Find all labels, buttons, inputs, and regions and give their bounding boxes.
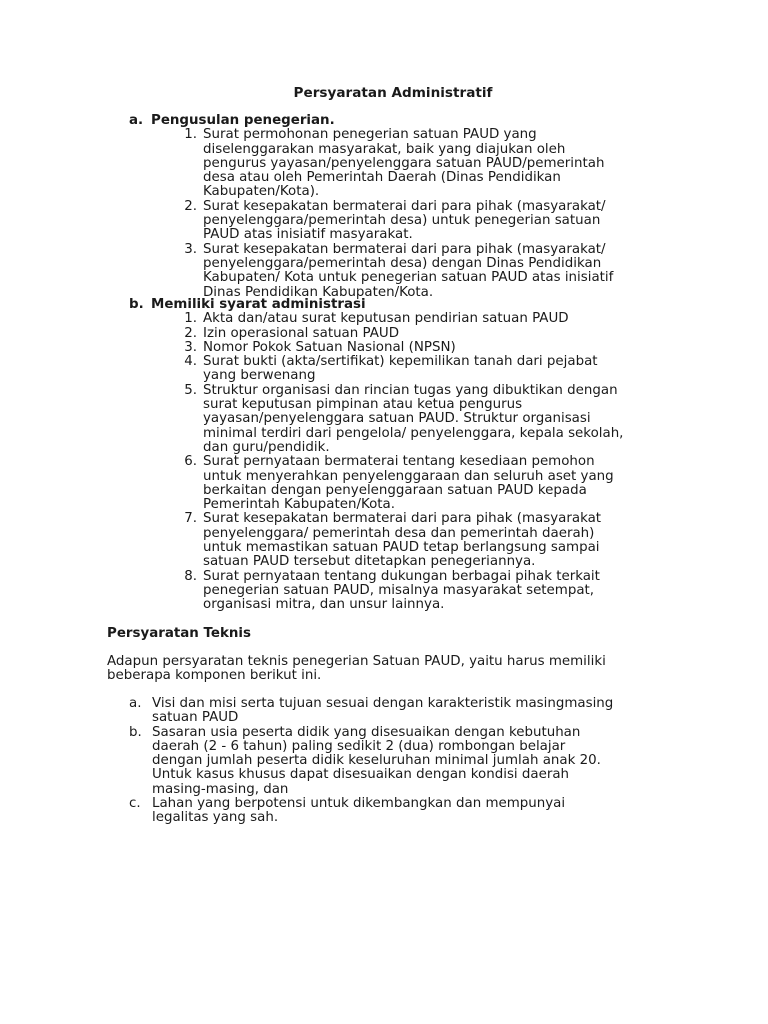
section-a-marker: a. xyxy=(129,113,144,128)
section-b-item-line: Nomor Pokok Satuan Nasional (NPSN) xyxy=(203,339,456,355)
teknis-intro-line: Adapun persyaratan teknis penegerian Satuan PAUD, yaitu harus memiliki xyxy=(107,654,606,669)
section-b-item-line: Struktur organisasi dan rincian tugas yang dibuktikan dengan xyxy=(203,382,618,398)
teknis-item-a xyxy=(129,697,689,726)
teknis-item-line: Untuk kasus khusus dapat disesuaikan dengan kondisi daerah xyxy=(152,767,570,783)
teknis-item-c xyxy=(129,797,689,826)
section-a-item-line: PAUD atas inisiatif masyarakat. xyxy=(203,227,413,243)
section-b-item-line: berkaitan dengan penyelenggaraan satuan PAUD kepada xyxy=(203,482,587,498)
teknis-item-marker: c. xyxy=(129,796,141,812)
section-a-item-line: desa atau oleh Pemerintah Daerah (Dinas Pendidikan xyxy=(203,170,561,186)
section-b-item-line: Akta dan/atau surat keputusan pendirian satuan PAUD xyxy=(203,311,569,327)
teknis-item-text xyxy=(152,726,672,797)
teknis-intro xyxy=(107,655,677,684)
teknis-item-b xyxy=(129,726,689,797)
section-b-item-line: Surat pernyataan bermaterai tentang kesediaan pemohon xyxy=(203,454,595,470)
section-a-item-number: 1. xyxy=(184,127,197,143)
section-b-item-text xyxy=(203,327,683,341)
section-a-item-1 xyxy=(173,128,689,199)
section-b-item-number: 4. xyxy=(184,354,197,370)
section-a-item-number: 2. xyxy=(184,198,197,214)
section-a-heading-text: Pengusulan penegerian. xyxy=(151,113,335,128)
section-a-item-line: penyelenggara/pemerintah desa) untuk penegerian satuan xyxy=(203,213,601,229)
teknis-item-line: daerah (2 - 6 tahun) paling sedikit 2 (dua) rombongan belajar xyxy=(152,738,566,754)
section-a-heading xyxy=(129,114,689,128)
section-b-item-line: satuan PAUD tersebut ditetapkan penegeriannya. xyxy=(203,554,536,570)
section-a-item-line: Kabupaten/Kota). xyxy=(203,184,320,200)
section-b-item-line: Izin operasional satuan PAUD xyxy=(203,325,400,341)
section-b-item-3 xyxy=(173,341,689,355)
section-b-item-number: 1. xyxy=(184,311,197,327)
teknis-item-line: legalitas yang sah. xyxy=(152,810,279,826)
section-a-item-line: Kabupaten/ Kota untuk penegerian satuan PAUD atas inisiatif xyxy=(203,270,614,286)
section-a-list xyxy=(129,128,689,300)
section-b-item-text xyxy=(203,341,683,355)
section-b-item-number: 3. xyxy=(184,339,197,355)
teknis-list xyxy=(129,697,689,826)
teknis-item-marker: b. xyxy=(129,724,142,740)
section-a-item-line: Surat permohonan penegerian satuan PAUD yang xyxy=(203,127,537,143)
section-a-item-number: 3. xyxy=(184,241,197,257)
section-a xyxy=(129,114,689,300)
document-title: Persyaratan Administratif xyxy=(293,85,493,101)
section-b-item-line: yayasan/penyelenggara satuan PAUD. Struktur organisasi xyxy=(203,411,591,427)
section-a-item-line: pengurus yayasan/penyelenggara satuan PAUD/pemerintah xyxy=(203,155,605,171)
section-b-item-5 xyxy=(173,384,689,455)
teknis-intro-line: beberapa komponen berikut ini. xyxy=(107,668,322,684)
section-b-item-line: untuk memastikan satuan PAUD tetap berlangsung sampai xyxy=(203,540,600,556)
teknis-item-text xyxy=(152,797,672,826)
section-b-item-4 xyxy=(173,355,689,384)
section-b xyxy=(129,298,689,613)
section-a-item-text xyxy=(203,200,683,243)
section-b-item-line: untuk menyerahkan penyelenggaraan dan seluruh aset yang xyxy=(203,468,614,484)
section-b-item-8 xyxy=(173,570,689,613)
section-a-item-line: diselenggarakan masyarakat, baik yang diajukan oleh xyxy=(203,141,566,157)
section-b-item-line: Surat bukti (akta/sertifikat) kepemilikan tanah dari pejabat xyxy=(203,354,598,370)
teknis-item-line: masing-masing, dan xyxy=(152,781,289,797)
teknis-item-line: satuan PAUD xyxy=(152,710,239,726)
section-b-item-text xyxy=(203,512,683,569)
section-b-heading-text: Memiliki syarat administrasi xyxy=(151,297,366,312)
teknis-item-line: Lahan yang berpotensi untuk dikembangkan dan mempunyai xyxy=(152,796,566,812)
section-a-item-2 xyxy=(173,200,689,243)
teknis-item-marker: a. xyxy=(129,696,142,711)
section-a-item-text xyxy=(203,128,683,199)
section-b-item-1 xyxy=(173,312,689,326)
section-b-item-2 xyxy=(173,327,689,341)
teknis-heading: Persyaratan Teknis xyxy=(107,626,251,641)
section-b-item-number: 5. xyxy=(184,382,197,398)
section-b-item-text xyxy=(203,384,683,455)
section-b-list xyxy=(129,312,689,612)
section-b-marker: b. xyxy=(129,297,144,312)
section-a-item-3 xyxy=(173,243,689,300)
section-b-item-6 xyxy=(173,455,689,512)
section-b-item-number: 7. xyxy=(184,511,197,527)
teknis-item-line: dengan jumlah peserta didik keseluruhan minimal jumlah anak 20. xyxy=(152,753,601,769)
section-b-item-number: 2. xyxy=(184,325,197,341)
teknis-item-line: Visi dan misi serta tujuan sesuai dengan karakteristik masingmasing xyxy=(152,696,614,711)
section-b-heading xyxy=(129,298,689,312)
section-b-item-line: Surat kesepakatan bermaterai dari para pihak (masyarakat xyxy=(203,511,602,527)
section-b-item-number: 8. xyxy=(184,568,197,584)
section-b-item-text xyxy=(203,355,683,384)
section-b-item-line: Pemerintah Kabupaten/Kota. xyxy=(203,497,395,513)
section-b-item-text xyxy=(203,455,683,512)
section-b-item-line: organisasi mitra, dan unsur lainnya. xyxy=(203,597,445,613)
teknis-item-text xyxy=(152,697,672,726)
section-b-item-text xyxy=(203,570,683,613)
teknis-item-line: Sasaran usia peserta didik yang disesuaikan dengan kebutuhan xyxy=(152,724,581,740)
section-b-item-line: Surat pernyataan tentang dukungan berbagai pihak terkait xyxy=(203,568,600,584)
section-b-item-line: surat keputusan pimpinan atau ketua pengurus xyxy=(203,397,523,413)
section-a-item-line: penyelenggara/pemerintah desa) dengan Dinas Pendidikan xyxy=(203,255,602,271)
section-b-item-line: penyelenggara/ pemerintah desa dan pemerintah daerah) xyxy=(203,525,595,541)
section-b-item-number: 6. xyxy=(184,454,197,470)
section-b-item-line: penegerian satuan PAUD, misalnya masyarakat setempat, xyxy=(203,582,595,598)
section-a-item-line: Surat kesepakatan bermaterai dari para pihak (masyarakat/ xyxy=(203,241,606,257)
section-a-item-line: Dinas Pendidikan Kabupaten/Kota. xyxy=(203,284,434,300)
section-a-item-line: Surat kesepakatan bermaterai dari para pihak (masyarakat/ xyxy=(203,198,606,214)
section-a-item-text xyxy=(203,243,683,300)
section-b-item-text xyxy=(203,312,683,326)
section-b-item-line: dan guru/pendidik. xyxy=(203,439,330,455)
section-b-item-line: minimal terdiri dari pengelola/ penyelenggara, kepala sekolah, xyxy=(203,425,624,441)
section-b-item-line: yang berwenang xyxy=(203,368,316,384)
section-b-item-7 xyxy=(173,512,689,569)
